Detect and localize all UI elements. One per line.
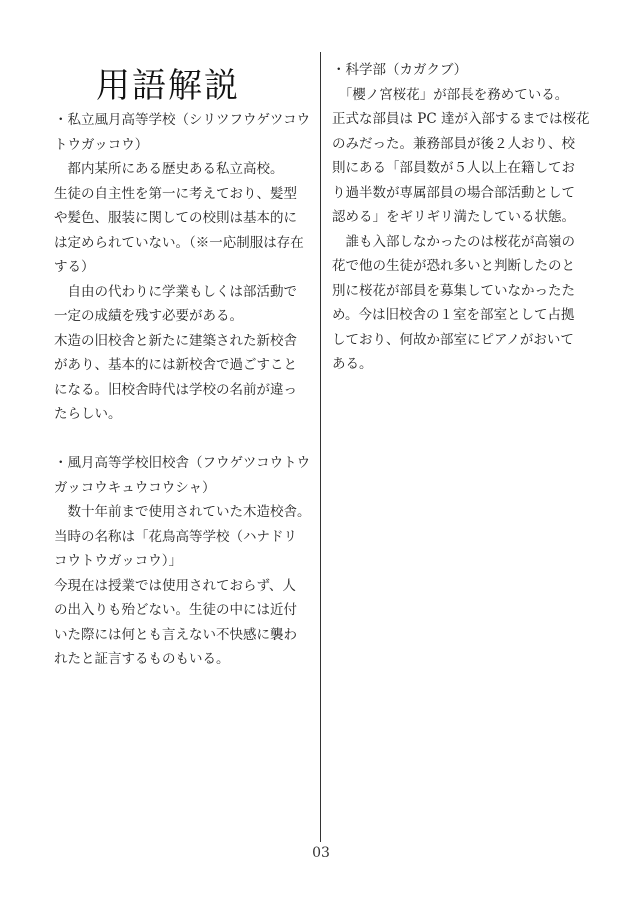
text-line: 正式な部員は PC 達が入部するまでは桜花 bbox=[332, 111, 590, 127]
text-line: いた際には何とも言えない不快感に襲わ bbox=[54, 626, 297, 643]
text-line: や髪色、服装に関しての校則は基本的に bbox=[54, 210, 297, 226]
text-line: があり、基本的には新校舎で過ごすこと bbox=[54, 357, 297, 373]
text-line: め。今は旧校舎の１室を部室として占拠 bbox=[332, 307, 575, 323]
blank-line bbox=[54, 427, 316, 452]
text-line: たらしい。 bbox=[54, 406, 122, 422]
text-line: トウガッコウ） bbox=[54, 136, 149, 153]
text-line: 数十年前まで使用されていた木造校舎。 bbox=[54, 504, 311, 520]
text-line: 花で他の生徒が恐れ多いと判断したのと bbox=[332, 258, 575, 274]
right-column bbox=[332, 58, 600, 377]
text-line: 別に桜花が部員を募集していなかったた bbox=[332, 282, 575, 299]
text-line: 則にある「部員数が５人以上在籍してお bbox=[332, 160, 575, 176]
page-number: 03 bbox=[312, 845, 330, 861]
text-line: 「櫻ノ宮桜花」が部長を務めている。 bbox=[332, 86, 569, 103]
text-line: 生徒の自主性を第一に考えており、髪型 bbox=[54, 185, 297, 202]
text-line: しており、何故か部室にピアノがおいて bbox=[332, 331, 574, 348]
text-line: ・私立風月高等学校（シリツフウゲツコウ bbox=[54, 112, 311, 128]
text-line: れたと証言するものもいる。 bbox=[54, 651, 230, 667]
text-line: ・科学部（カガクブ） bbox=[332, 62, 468, 78]
page-title: 用語解説 bbox=[96, 66, 240, 106]
text-line: になる。旧校舎時代は学校の名前が違っ bbox=[54, 381, 297, 398]
text-line: 当時の名称は「花鳥高等学校（ハナドリ bbox=[54, 528, 297, 545]
text-line: 認める」をギリギリ満たしている状態。 bbox=[332, 209, 575, 225]
text-line: の出入りも殆どない。生徒の中には近付 bbox=[54, 602, 297, 618]
text-line: 今現在は授業では使用されておらず、人 bbox=[54, 577, 296, 594]
text-line: り過半数が専属部員の場合部活動として bbox=[332, 184, 575, 201]
text-line: のみだった。兼務部員が後２人おり、校 bbox=[332, 135, 575, 152]
column-divider bbox=[320, 52, 321, 842]
text-line: する） bbox=[54, 259, 95, 275]
text-line: は定められていない。（※一応制服は存在 bbox=[54, 234, 304, 251]
text-line: ある。 bbox=[332, 356, 373, 372]
text-line: 都内某所にある歴史ある私立高校。 bbox=[54, 161, 284, 177]
left-column bbox=[54, 108, 316, 672]
text-line: コウトウガッコウ）」 bbox=[54, 553, 182, 569]
text-line: 誰も入部しなかったのは桜花が高嶺の bbox=[332, 233, 575, 250]
text-line: ガッコウキュウコウシャ） bbox=[54, 479, 216, 496]
text-line: ・風月高等学校旧校舎（フウゲツコウトウ bbox=[54, 455, 311, 471]
text-line: 自由の代わりに学業もしくは部活動で bbox=[54, 283, 297, 300]
text-line: 木造の旧校舎と新たに建築された新校舎 bbox=[54, 332, 297, 349]
text-line: 一定の成績を残す必要がある。 bbox=[54, 308, 243, 324]
